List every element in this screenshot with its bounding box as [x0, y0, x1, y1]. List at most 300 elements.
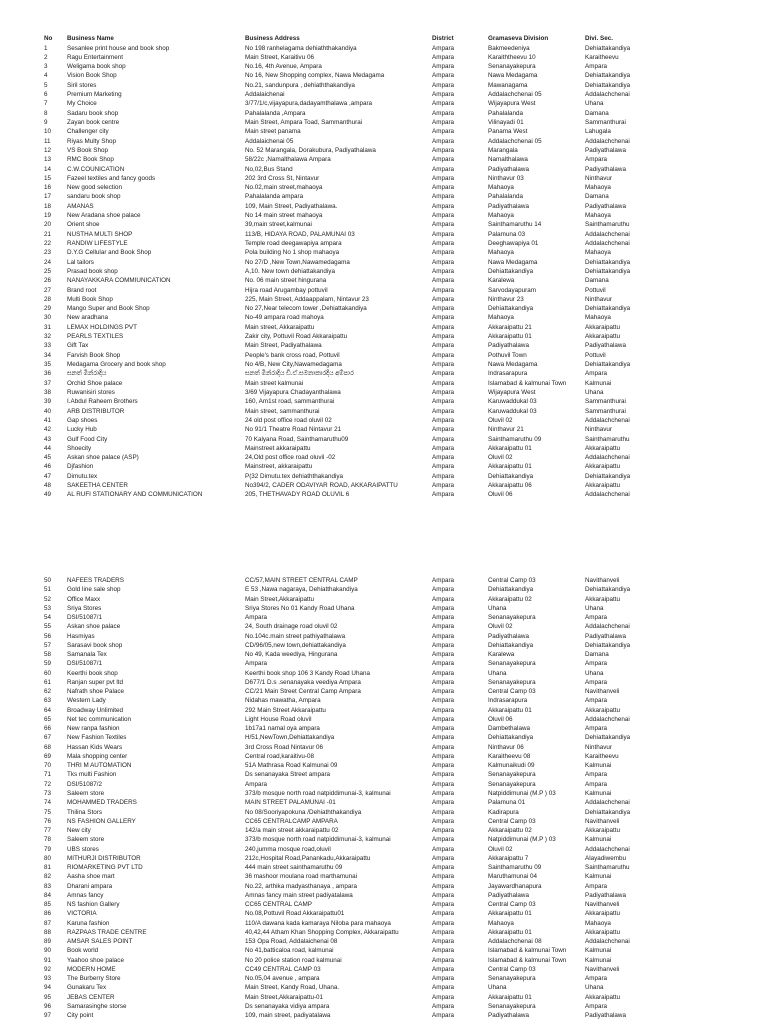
business-address: 109, Main Street, Padiyathalawa.	[245, 202, 338, 210]
district: Ampara	[432, 604, 455, 612]
divi-sec: Ampara	[585, 156, 608, 164]
row-no: 62	[44, 688, 52, 696]
district: Ampara	[432, 277, 455, 285]
gramaseva-division: Dehiattakandiya	[488, 472, 534, 480]
district: Ampara	[432, 789, 455, 797]
gramaseva-division: Ninthavur 23	[488, 295, 524, 303]
divi-sec: Akkaraipattu	[585, 323, 621, 331]
divi-sec: Uhana	[585, 388, 604, 396]
gramaseva-division: Indrasarapura	[488, 697, 528, 705]
gramaseva-division: Uhana	[488, 604, 507, 612]
divi-sec: Mahaoya	[585, 249, 611, 257]
business-address: Ampara	[245, 614, 268, 622]
business-name: Orient shoe	[67, 221, 100, 229]
district: Ampara	[432, 678, 455, 686]
row-no: 64	[44, 706, 52, 714]
business-name: DSI/51087/2	[67, 780, 103, 788]
business-address: 1b17a1 namal oya ampara	[245, 725, 320, 733]
row-no: 9	[44, 118, 48, 126]
business-name: Ranjan super pvt ltd	[67, 678, 124, 686]
divi-sec: Dehiattakandiya	[585, 808, 631, 816]
divi-sec: Dehiattakandiya	[585, 267, 631, 275]
divi-sec: Dehiattakandiya	[585, 734, 631, 742]
district: Ampara	[432, 743, 455, 751]
district: Ampara	[432, 808, 455, 816]
gramaseva-division: Sainthamaruthu 14	[488, 221, 542, 229]
business-address: 240,jumma mosque road,oluvil	[245, 845, 331, 853]
business-address: No 198 ranhelagama dehiaththakandiya	[245, 44, 357, 52]
district: Ampara	[432, 81, 455, 89]
business-name: RMC Book Shop	[67, 156, 114, 164]
district: Ampara	[432, 632, 455, 640]
business-name: AMSAR SALES POINT	[67, 938, 133, 946]
district: Ampara	[432, 910, 455, 918]
gramaseva-division: Akkaraipattu 06	[488, 482, 532, 490]
divi-sec: Uhana	[585, 669, 604, 677]
row-no: 50	[44, 577, 52, 584]
district: Ampara	[432, 734, 455, 742]
business-address: Main Street, Karaitivu 06	[245, 53, 314, 61]
gramaseva-division: Dehiattakandiya	[488, 641, 534, 649]
row-no: 28	[44, 295, 52, 303]
district: Ampara	[432, 137, 455, 145]
divi-sec: Kalmunai	[585, 789, 612, 797]
divi-sec: Dehiattakandiya	[585, 258, 631, 266]
business-name: Mala shopping center	[67, 752, 128, 760]
row-no: 3	[44, 63, 48, 71]
divi-sec: Kalmunai	[585, 379, 612, 387]
district: Ampara	[432, 845, 455, 853]
business-address: 373/b mosque north road natpiddimunai-3, kalmunai	[245, 789, 391, 797]
business-address: A,10. New town dehiattakandiya	[245, 267, 335, 275]
business-name: Askan shoe palace	[67, 623, 121, 631]
gramaseva-division: Senanayakepura	[488, 678, 536, 686]
business-address: No.21, sandunpura , dehiaththakandiya	[245, 81, 355, 89]
business-name: The Burberry Store	[67, 975, 121, 983]
district: Ampara	[432, 454, 455, 462]
business-address: සනත් මින්රාදිය ඩී.ඒ.සමනාකාරදීය අම්පාර	[245, 370, 354, 378]
divi-sec: Kalmunai	[585, 956, 612, 964]
divi-sec: Ampara	[585, 1002, 608, 1010]
row-no: 4	[44, 72, 48, 80]
business-address: 292 Main Street Akkaraipattu	[245, 706, 326, 714]
table-row	[0, 1011, 768, 1021]
business-name: Challenger city	[67, 128, 109, 136]
business-name: ARB DISTRIBUTOR	[67, 407, 125, 415]
business-address: No394/2, CADER ODAVIYAR ROAD, AKKARAIPATTU	[245, 482, 398, 490]
divi-sec: Ampara	[585, 614, 608, 622]
gramaseva-division: Senanayakepura	[488, 614, 536, 622]
business-name: RANDIW LIFESTYLE	[67, 240, 128, 247]
gramaseva-division: Akkaraipattu 01	[488, 993, 532, 1001]
district: Ampara	[432, 965, 455, 973]
gramaseva-division: Jayawardhanapura	[488, 882, 542, 890]
district: Ampara	[432, 44, 455, 52]
business-address: Ds senanayaka vidiya ampara	[245, 1002, 330, 1010]
divi-sec: Akkaraipattu	[585, 595, 621, 603]
divi-sec: Padiyathalawa	[585, 1012, 626, 1020]
district: Ampara	[432, 491, 455, 499]
gramaseva-division: Padiyathalawa	[488, 1012, 529, 1020]
business-name: My Choice	[67, 100, 97, 108]
row-no: 48	[44, 482, 52, 490]
business-address: No. 52 Marangala, Dorakubura, Padiyathalawa	[245, 146, 376, 154]
business-address: 3/69 Vijayapura Chadayanthalawa	[245, 388, 341, 396]
business-address: Temple road deegawapiya ampara	[245, 240, 342, 247]
business-name: C.W.COUNICATION	[67, 165, 125, 173]
business-address: MAIN STREET PALAMUNAI -01	[245, 799, 336, 807]
business-name: Thilina Stors	[67, 808, 102, 816]
business-address: Main Street,Akkaraipattu	[245, 595, 314, 603]
gramaseva-division: Karalewa	[488, 277, 515, 285]
business-address: Mainstreet akkaraipattu	[245, 444, 311, 452]
district: Ampara	[432, 128, 455, 136]
business-name: NS fashion Gallery	[67, 901, 120, 909]
divi-sec: Addalachchenai	[585, 938, 630, 946]
business-name: Siril stores	[67, 81, 97, 89]
district: Ampara	[432, 314, 455, 322]
gramaseva-division: Akkaraipattu 02	[488, 827, 532, 835]
business-name: I.Abdul Raheem Brothers	[67, 398, 138, 406]
gramaseva-division: Padiyathalawa	[488, 891, 529, 899]
district: Ampara	[432, 407, 455, 415]
row-no: 32	[44, 333, 52, 341]
divi-sec: Dehiattakandiya	[585, 586, 631, 594]
gramaseva-division: Akkaraipattu 02	[488, 595, 532, 603]
row-no: 15	[44, 174, 52, 182]
gramaseva-division: Wijayapura West	[488, 388, 536, 396]
divi-sec: Sammanthurai	[585, 398, 626, 406]
district: Ampara	[432, 444, 455, 452]
business-name: Book world	[67, 947, 99, 955]
gramaseva-division: Sainthamaruthu 09	[488, 864, 542, 872]
row-no: 6	[44, 91, 48, 99]
business-name: D.Y.G Cellular and Book Shop	[67, 249, 152, 257]
row-no: 53	[44, 604, 52, 612]
row-no: 31	[44, 323, 52, 331]
district: Ampara	[432, 240, 455, 247]
row-no: 67	[44, 734, 52, 742]
divi-sec: Ampara	[585, 697, 608, 705]
business-address: No 16, New Shopping complex, Nawa Medagama	[245, 72, 385, 80]
row-no: 90	[44, 947, 52, 955]
business-name: Weligama book shop	[67, 63, 126, 71]
row-no: 29	[44, 305, 52, 313]
district: Ampara	[432, 202, 455, 210]
business-name: Prasad book shop	[67, 267, 118, 275]
row-no: 86	[44, 910, 52, 918]
business-name: Sriya Stores	[67, 604, 102, 612]
business-name: Saleem store	[67, 836, 105, 844]
business-name: New ranpa fashion	[67, 725, 120, 733]
row-no: 57	[44, 641, 52, 649]
divi-sec: Addalachchenai	[585, 715, 630, 723]
district: Ampara	[432, 351, 455, 359]
divi-sec: Padiyathalawa	[585, 891, 626, 899]
table-header	[0, 34, 768, 44]
business-address: Pola building No 1 shop mahaoya	[245, 249, 340, 257]
district: Ampara	[432, 623, 455, 631]
divi-sec: Dehiattakandiya	[585, 72, 631, 80]
business-address: 110/A dawana kada kamaraya Niloba para mahaoya	[245, 919, 391, 927]
divi-sec: Damana	[585, 193, 609, 201]
row-no: 58	[44, 651, 52, 659]
business-address: CC/57,MAIN STREET CENTRAL CAMP	[245, 577, 358, 584]
business-address: 40,42,44 Atham Khan Shopping Complex, Akkaraipattu	[245, 928, 399, 936]
row-no: 35	[44, 361, 52, 369]
district: Ampara	[432, 286, 455, 294]
row-no: 78	[44, 836, 52, 844]
district: Ampara	[432, 333, 455, 341]
business-name: Gulf Food City	[67, 435, 108, 443]
header-district: District	[432, 35, 454, 42]
district: Ampara	[432, 891, 455, 899]
divi-sec: Mahaoya	[585, 314, 611, 322]
business-address: 70 Kalyana Road, Sainthamaruthu09	[245, 435, 349, 443]
business-name: Aasha shoe mart	[67, 873, 115, 881]
divi-sec: Addalachchenai	[585, 416, 630, 424]
gramaseva-division: Oluvil 02	[488, 454, 513, 462]
divi-sec: Kalmunai	[585, 873, 612, 881]
business-address: 113/B, HIDAYA ROAD, PALAMUNAI 03	[245, 230, 355, 238]
business-name: Yaahoo shoe palace	[67, 956, 124, 964]
gramaseva-division: Maruthamunai 04	[488, 873, 538, 881]
row-no: 75	[44, 808, 52, 816]
business-name: Multi Book Shop	[67, 295, 113, 303]
district: Ampara	[432, 919, 455, 927]
gramaseva-division: Dehiattakandiya	[488, 734, 534, 742]
district: Ampara	[432, 817, 455, 825]
district: Ampara	[432, 379, 455, 387]
district: Ampara	[432, 361, 455, 369]
business-address: CD/96/05,new town,dehiattakandiya	[245, 641, 346, 649]
business-name: AMANAS	[67, 202, 94, 210]
business-name: NANAYAKKARA COMMIUNICATION	[67, 277, 171, 285]
row-no: 56	[44, 632, 52, 640]
divi-sec: Kalmunai	[585, 762, 612, 770]
district: Ampara	[432, 697, 455, 705]
business-address: Mainstreet, akkaraipattu	[245, 463, 313, 471]
divi-sec: Ninthavur	[585, 174, 612, 182]
row-no: 54	[44, 614, 52, 622]
row-no: 95	[44, 993, 52, 1001]
district: Ampara	[432, 63, 455, 71]
gramaseva-division: Pahalalanda	[488, 193, 524, 201]
district: Ampara	[432, 614, 455, 622]
row-no: 76	[44, 817, 52, 825]
row-no: 8	[44, 109, 48, 117]
divi-sec: Akkaraipattu	[585, 444, 621, 452]
district: Ampara	[432, 577, 455, 584]
business-name: PEARLS TEXTILES	[67, 333, 124, 341]
business-name: Saleem store	[67, 789, 105, 797]
gramaseva-division: Kalmunaikudi 09	[488, 762, 535, 770]
district: Ampara	[432, 472, 455, 480]
business-name: LEMAX HOLDINGS PVT	[67, 323, 137, 331]
district: Ampara	[432, 938, 455, 946]
row-no: 84	[44, 891, 52, 899]
business-address: No.104c.main street pathiyathalawa	[245, 632, 346, 640]
divi-sec: Akkaraipattu	[585, 463, 621, 471]
district: Ampara	[432, 901, 455, 909]
row-no: 40	[44, 407, 52, 415]
business-name: Amnas fancy	[67, 891, 104, 899]
gramaseva-division: Deeghawapiya 01	[488, 240, 539, 247]
gramaseva-division: Dehiattakandiya	[488, 267, 534, 275]
district: Ampara	[432, 956, 455, 964]
row-no: 16	[44, 184, 52, 192]
divi-sec: Ampara	[585, 370, 608, 378]
business-address: Main Street, Padiyathalawa	[245, 342, 322, 350]
row-no: 73	[44, 789, 52, 797]
district: Ampara	[432, 342, 455, 350]
business-name: Askan shoe palace (ASP)	[67, 454, 139, 462]
district: Ampara	[432, 669, 455, 677]
business-name: NAFEES TRADERS	[67, 577, 124, 584]
gramaseva-division: Palamuna 03	[488, 230, 526, 238]
district: Ampara	[432, 249, 455, 257]
row-no: 91	[44, 956, 52, 964]
divi-sec: Uhana	[585, 604, 604, 612]
business-name: VICTORIA	[67, 910, 97, 918]
business-address: 373/b mosque north road natpiddimunai-3, kalmunai	[245, 836, 391, 844]
business-name: Djfashion	[67, 463, 94, 471]
district: Ampara	[432, 993, 455, 1001]
district: Ampara	[432, 165, 455, 173]
district: Ampara	[432, 193, 455, 201]
gramaseva-division: Oluvil 02	[488, 416, 513, 424]
business-name: MODERN HOME	[67, 965, 116, 973]
gramaseva-division: Uhana	[488, 984, 507, 992]
gramaseva-division: Oluvil 06	[488, 715, 513, 723]
gramaseva-division: Akkaraipattu 21	[488, 323, 532, 331]
business-name: THRI M AUTOMATION	[67, 762, 132, 770]
divi-sec: Ampara	[585, 678, 608, 686]
business-address: Ampara	[245, 780, 268, 788]
gramaseva-division: Karaitheevu 08	[488, 752, 531, 760]
row-no: 61	[44, 678, 52, 686]
business-address: 3/77/1/c,vijayapura,dadayamthalawa ,ampara	[245, 100, 373, 108]
gramaseva-division: Padiyathalawa	[488, 632, 529, 640]
divi-sec: Padiyathalawa	[585, 342, 626, 350]
divi-sec: Padiyathalawa	[585, 202, 626, 210]
business-address: No 14 main street mahaoya	[245, 212, 323, 220]
district: Ampara	[432, 928, 455, 936]
gramaseva-division: Mahaoya	[488, 249, 514, 257]
gramaseva-division: Sainthamaruthu 09	[488, 435, 542, 443]
row-no: 51	[44, 586, 52, 594]
business-address: No 91/1 Theatre Road Nintavur 21	[245, 426, 342, 434]
gramaseva-division: Wijayapura West	[488, 100, 536, 108]
divi-sec: Navithanveli	[585, 817, 620, 825]
divi-sec: Addalachchenai	[585, 799, 630, 807]
business-address: Main street, sammanthurai	[245, 407, 320, 415]
row-no: 1	[44, 44, 48, 52]
divi-sec: Sammanthurai	[585, 118, 626, 126]
gramaseva-division: Padiyathalawa	[488, 342, 529, 350]
divi-sec: Kalmunai	[585, 836, 612, 844]
row-no: 36	[44, 370, 52, 378]
business-name: Western Lady	[67, 697, 106, 705]
divi-sec: Karaitheevu	[585, 53, 619, 61]
business-address: Addalaichenai 05	[245, 137, 294, 145]
business-name: Sesanlee print house and book shop	[67, 44, 170, 52]
business-name: Samarasinghe storse	[67, 1002, 127, 1010]
district: Ampara	[432, 947, 455, 955]
business-name: Gap shoes	[67, 416, 98, 424]
business-address: Light House Road oluvil	[245, 715, 312, 723]
business-address: Main street panama	[245, 128, 301, 136]
row-no: 83	[44, 882, 52, 890]
district: Ampara	[432, 752, 455, 760]
district: Ampara	[432, 1012, 455, 1020]
business-address: 444 main street sainthamaruthu 09	[245, 864, 343, 872]
row-no: 63	[44, 697, 52, 705]
business-address: P(32 Dimutu.tex dehiaththakandiya	[245, 472, 344, 480]
divi-sec: Pottuvil	[585, 351, 606, 359]
divi-sec: Addalachchenai	[585, 137, 630, 145]
header-divi-sec: Divi. Sec.	[585, 35, 614, 42]
district: Ampara	[432, 174, 455, 182]
business-name: NUSTHA MULTI SHOP	[67, 230, 133, 238]
business-name: AL RUFI STATIONARY AND COMMUNICATION	[67, 491, 203, 499]
business-address: 202 3rd Cross St, Nintavur	[245, 174, 320, 182]
row-no: 74	[44, 799, 52, 807]
row-no: 68	[44, 743, 52, 751]
row-no: 60	[44, 669, 52, 677]
divi-sec: Damana	[585, 109, 609, 117]
business-address: Amnas fancy main street padiyatalawa	[245, 891, 353, 899]
business-address: Nidahas mawatha, Ampara	[245, 697, 321, 705]
business-address: Main Street, Ampara Toad, Sammanthurai	[245, 118, 363, 126]
divi-sec: Dehiattakandiya	[585, 641, 631, 649]
business-name: sandaru book shop	[67, 193, 121, 201]
divi-sec: Sammanthurai	[585, 407, 626, 415]
business-address: 225, Main Street, Addaappalam, Nintavur 23	[245, 295, 369, 303]
business-name: Dharani ampara	[67, 882, 113, 890]
district: Ampara	[432, 295, 455, 303]
business-name: Riyas Multy Shop	[67, 137, 116, 145]
divi-sec: Ampara	[585, 975, 608, 983]
gramaseva-division: Pothuvil Town	[488, 351, 527, 359]
district: Ampara	[432, 156, 455, 164]
gramaseva-division: Akkaraipattu 01	[488, 463, 532, 471]
district: Ampara	[432, 323, 455, 331]
district: Ampara	[432, 212, 455, 220]
divi-sec: Ampara	[585, 771, 608, 779]
business-name: Karuna fashion	[67, 919, 110, 927]
business-address: D677/1 D.s .senanayaka veediya Ampara	[245, 678, 361, 686]
divi-sec: Navithanveli	[585, 901, 620, 909]
gramaseva-division: Namalthalawa	[488, 156, 528, 164]
divi-sec: Sainthamaruthu	[585, 435, 630, 443]
business-name: Nafrath shoe Palace	[67, 688, 125, 696]
business-address: Main Street, Kandy Road, Uhana.	[245, 984, 340, 992]
divi-sec: Addalachchenai	[585, 240, 630, 247]
district: Ampara	[432, 91, 455, 99]
district: Ampara	[432, 482, 455, 490]
business-address: Zakir city, Pottuvil Road Akkaraipattu	[245, 333, 348, 341]
gramaseva-division: Bakmeedeniya	[488, 44, 530, 52]
divi-sec: Akkaraipattu	[585, 928, 621, 936]
business-name: New Fashion Textiles	[67, 734, 127, 742]
divi-sec: Addalachchenai	[585, 491, 630, 499]
business-name: Net tec communication	[67, 715, 132, 723]
business-name: MITHURJI DISTRIBUTOR	[67, 854, 141, 862]
gramaseva-division: Addalachchenai 05	[488, 91, 542, 99]
business-address: CC/21 Main Street Central Camp Ampara	[245, 688, 361, 696]
business-address: 212c,Hospital Road,Panankadu,Akkaraipattu	[245, 854, 371, 862]
